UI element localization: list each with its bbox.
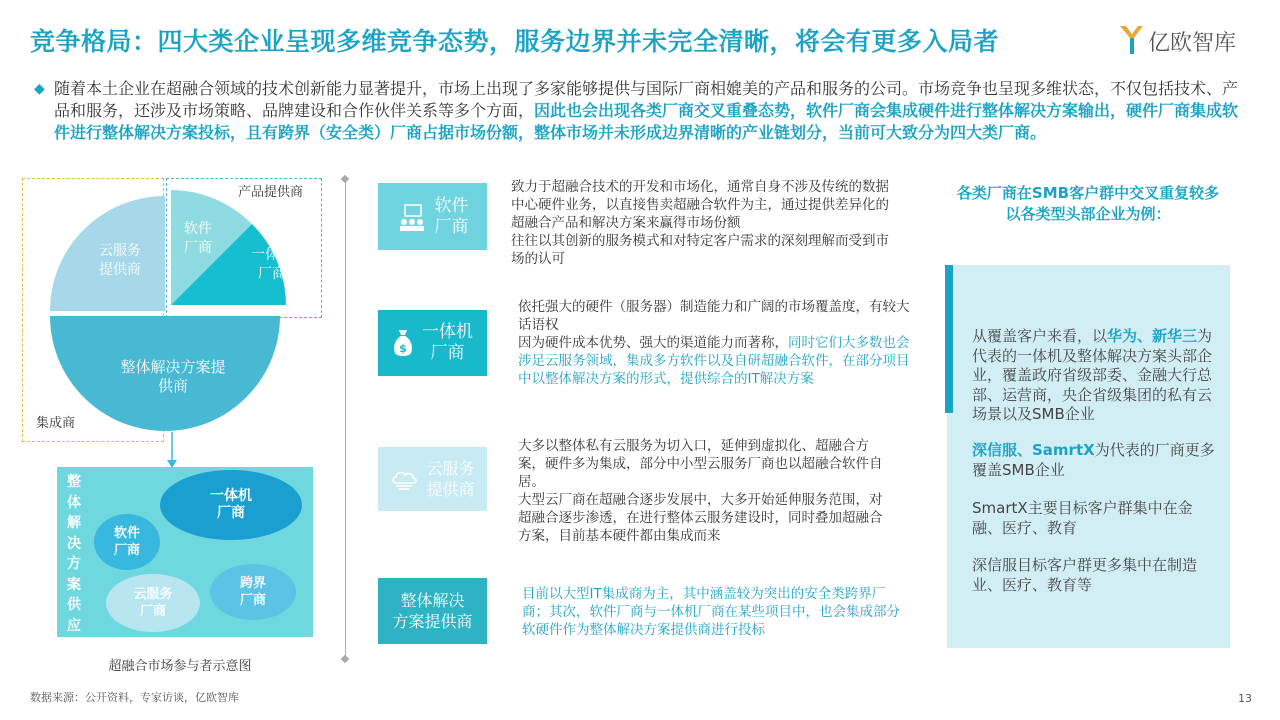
- svg-text:$: $: [399, 342, 407, 355]
- category-solution-name: 整体解决 方案提供商: [392, 591, 473, 631]
- ellipse-software: 软件 厂商: [94, 514, 160, 570]
- pie-cloud-label: 云服务 提供商: [99, 243, 141, 278]
- diagram-caption: 超融合市场参与者示意图: [108, 659, 252, 674]
- divider-top-diamond-icon: [341, 175, 349, 183]
- market-pie-diagram: [0, 0, 340, 470]
- category-appliance-desc: 依托强大的硬件（服务器）制造能力和广阔的市场覆盖度，有较大话语权 因为硬件成本优势、强大的渠道能力而著称，同时它们大多数也会涉足云服务领域，集成多方软件以及自研超融合软件，在部分项目中以整体解决方案的形式，提供综合的IT解决方案: [518, 299, 910, 387]
- data-source: 数据来源：公开资料，专家访谈，亿欧智库: [30, 691, 239, 704]
- intro-text: 随着本土企业在超融合领域的技术创新能力显著提升，市场上出现了多家能够提供与国际厂商相媲美的产品和服务的公司。市场竞争也呈现多维状态，不仅包括技术、产品和服务，还涉及市场策略、品牌建设和合作伙伴关系等多个方面，: [54, 79, 1239, 120]
- intro-highlight: 因此也会出现各类厂商交叉重叠态势，软件厂商会集成硬件进行整体解决方案输出，硬件厂商集成软件进行整体解决方案投标，且有跨界（安全类）厂商占据市场份额，整体市场并未形成边界清晰的产业链划分，当前可大致分为四大类厂商。: [54, 101, 1239, 142]
- right-panel-para-1: 从覆盖客户来看，以华为、新华三为代表的一体机及整体解决方案头部企业，覆盖政府省级部委、金融大行总部、运营商，央企省级集团的私有云场景以及SMB企业: [972, 327, 1213, 423]
- right-panel-accent-bar: [945, 265, 953, 413]
- software-team-icon: [397, 202, 427, 232]
- vertical-divider: [345, 180, 346, 660]
- logo-mark-icon: [1118, 22, 1144, 56]
- right-panel-para-3: SmartX主要目标客户群集中在金融、医疗、教育: [972, 499, 1193, 537]
- category-solution-desc: 目前以大型IT集成商为主，其中涵盖较为突出的安全类跨界厂商；其次，软件厂商与一体机厂商在某些项目中，也会集成部分软硬件作为整体解决方案提供商进行投标: [522, 586, 900, 638]
- brand-logo: [1118, 22, 1258, 58]
- category-cloud: [378, 447, 487, 511]
- pie-software-label: 软件 厂商: [184, 221, 212, 256]
- divider-bottom-diamond-icon: [341, 655, 349, 663]
- bullet-diamond-icon: ◆: [34, 81, 45, 97]
- integrator-label: 集成商: [36, 416, 76, 431]
- page-title: 竞争格局：四大类企业呈现多维竞争态势，服务边界并未完全清晰，将会有更多入局者: [30, 27, 1000, 56]
- category-appliance: [378, 310, 487, 376]
- pie-appliance-label: 一体机 厂商: [251, 247, 293, 282]
- solution-supplier-vertical-label: 整体解决方案供应商: [67, 474, 81, 654]
- page-number: 13: [1238, 692, 1252, 705]
- product-provider-label: 产品提供商: [238, 185, 304, 200]
- ellipse-cloud: 云服务 厂商: [106, 574, 200, 632]
- ellipse-appliance: 一体机 厂商: [160, 470, 302, 540]
- right-panel-para-2: 深信服、SamrtX为代表的厂商更多覆盖SMB企业: [972, 441, 1215, 479]
- logo-text: 亿欧智库: [1148, 31, 1237, 56]
- money-bag-icon: [392, 328, 414, 358]
- pie-solution-label: 整体解决方案提 供商: [120, 358, 226, 395]
- category-solution: [378, 578, 487, 644]
- category-software: [378, 183, 487, 250]
- category-appliance-name: 一体机 厂商: [422, 322, 473, 363]
- right-panel-heading: 各类厂商在SMB客户群中交叉重复较多 以各类型头部企业为例：: [956, 184, 1220, 223]
- cloud-service-icon: [390, 467, 418, 491]
- category-cloud-desc: 大多以整体私有云服务为切入口，延伸到虚拟化、超融合方案，硬件多为集成，部分中小型云服务厂商也以超融合软件自居。 大型云厂商在超融合逐步发展中，大多开始延伸服务范围，对超融合逐步渗透，在进行整体云服务建设时，同时叠加超融合方案，目前基本硬件都由集成而来: [518, 438, 883, 544]
- category-software-desc: 致力于超融合技术的开发和市场化，通常自身不涉及传统的数据中心硬件业务，以直接售卖超融合软件为主，通过提供差异化的超融合产品和解决方案来赢得市场份额 往往以其创新的服务模式和对特定客户需求的深刻理解而受到市场的认可: [511, 179, 889, 267]
- right-panel-para-4: 深信服目标客户群更多集中在制造业、医疗、教育等: [972, 556, 1198, 594]
- category-cloud-name: 云服务 提供商: [426, 459, 475, 499]
- ellipse-crossover: 跨界 厂商: [210, 564, 296, 620]
- category-software-name: 软件 厂商: [434, 195, 469, 237]
